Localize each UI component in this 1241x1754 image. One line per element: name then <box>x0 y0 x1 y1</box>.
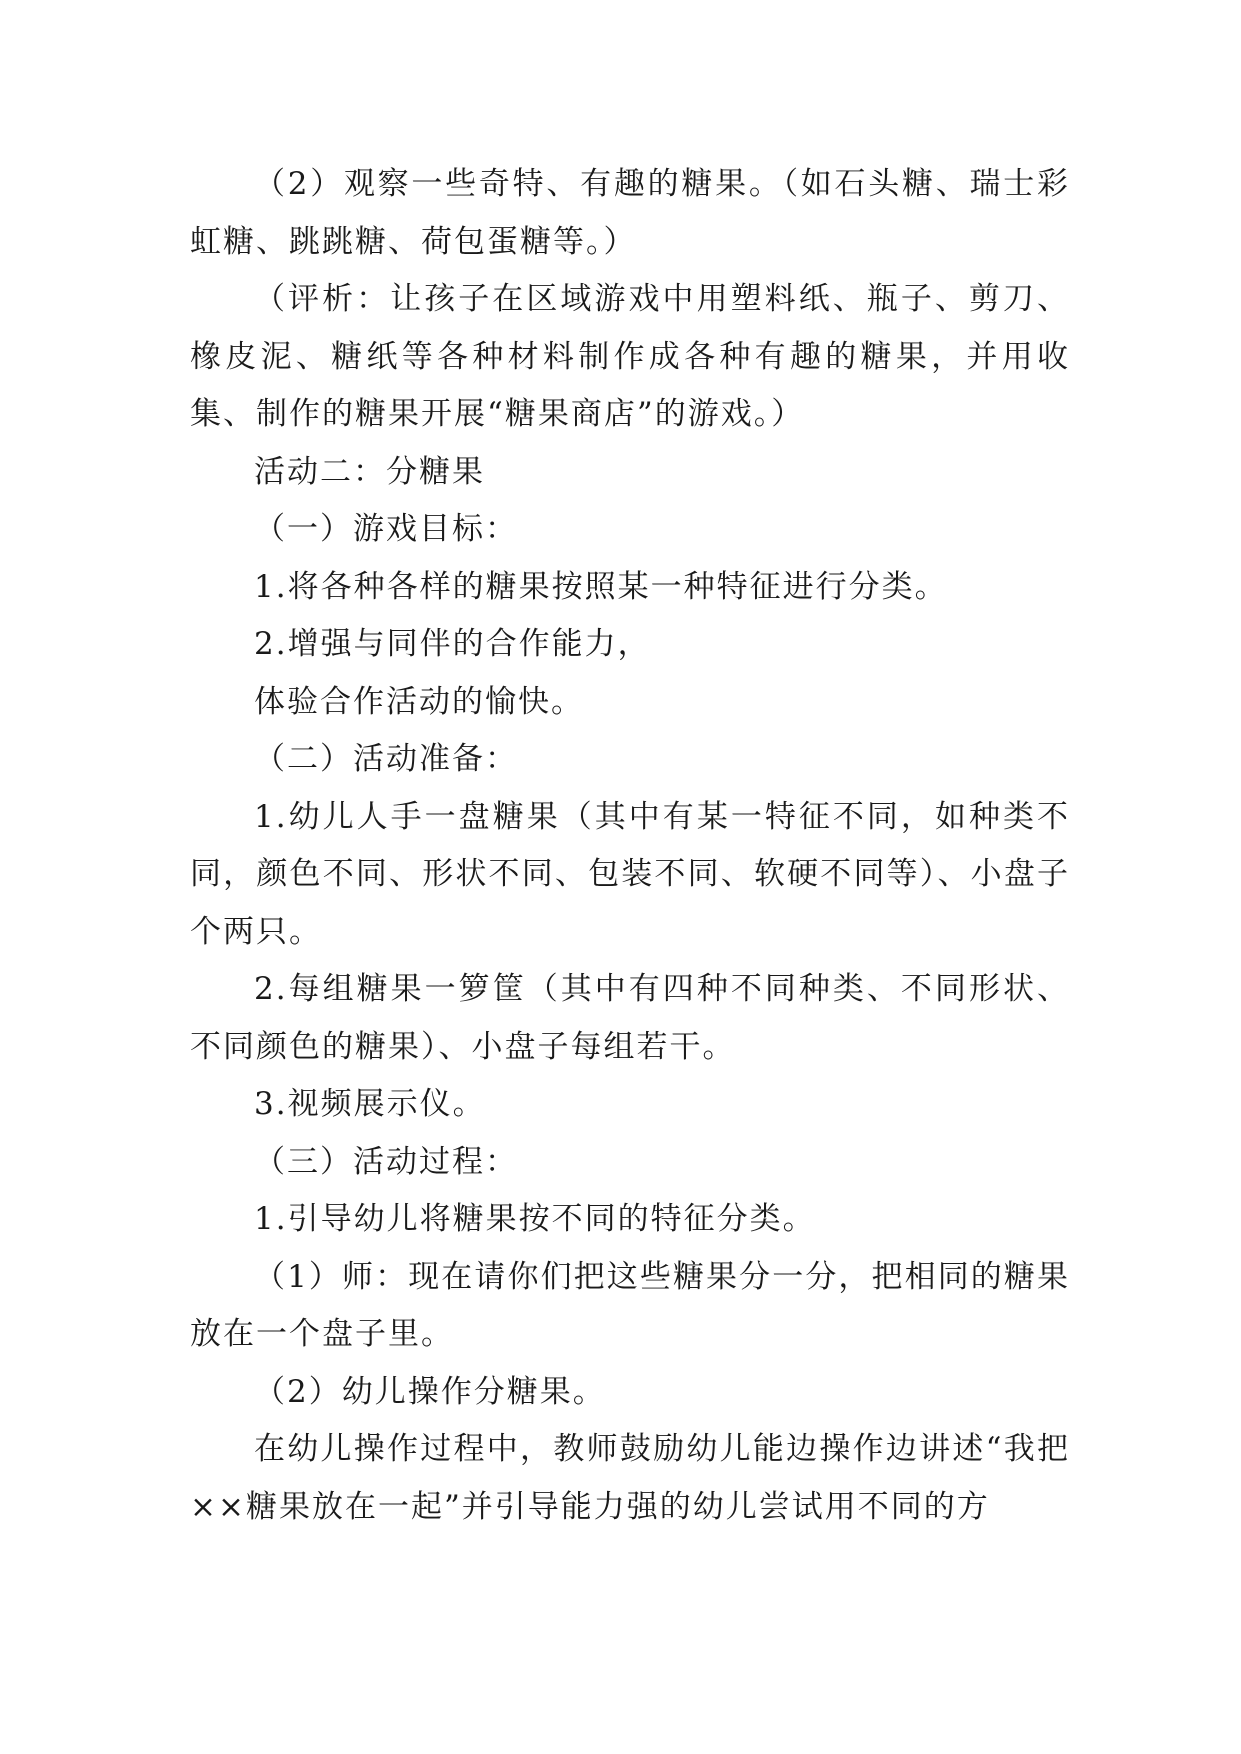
goal-item-2-continued: 体验合作活动的愉快。 <box>254 683 584 720</box>
heading-activity-two: 活动二：分糖果 <box>254 453 485 490</box>
process-step-2: （2）幼儿操作分糖果。 <box>254 1373 606 1410</box>
heading-game-goals: （一）游戏目标： <box>254 511 518 547</box>
paragraph-observe-candies: （2）观察一些奇特、有趣的糖果。（如石头糖、瑞士彩虹糖、跳跳糖、荷包蛋糖等。） <box>190 166 1070 260</box>
preparation-item-1: 1.幼儿人手一盘糖果（其中有某一特征不同，如种类不同，颜色不同、形状不同、包装不同、软硬不同等）、小盘子个两只。 <box>190 798 1070 950</box>
body-text <box>190 156 1070 1536</box>
process-note: 在幼儿操作过程中，教师鼓励幼儿能边操作边讲述“我把××糖果放在一起”并引导能力强的幼儿尝试用不同的方 <box>190 1431 1070 1525</box>
goal-item-1: 1.将各种各样的糖果按照某一种特征进行分类。 <box>254 568 948 605</box>
preparation-item-2: 2.每组糖果一箩筐（其中有四种不同种类、不同形状、不同颜色的糖果）、小盘子每组若干。 <box>190 971 1070 1065</box>
process-item-1: 1.引导幼儿将糖果按不同的特征分类。 <box>254 1201 816 1237</box>
goal-item-2: 2.增强与同伴的合作能力， <box>254 626 651 662</box>
heading-process: （三）活动过程： <box>254 1143 518 1180</box>
process-step-1: （1）师：现在请你们把这些糖果分一分，把相同的糖果放在一个盘子里。 <box>190 1258 1070 1352</box>
paragraph-analysis: （评析：让孩子在区域游戏中用塑料纸、瓶子、剪刀、橡皮泥、糖纸等各种材料制作成各种有趣的糖果，并用收集、制作的糖果开展“糖果商店”的游戏。） <box>190 281 1070 432</box>
preparation-item-3: 3.视频展示仪。 <box>254 1086 486 1122</box>
heading-preparation: （二）活动准备： <box>254 741 518 777</box>
